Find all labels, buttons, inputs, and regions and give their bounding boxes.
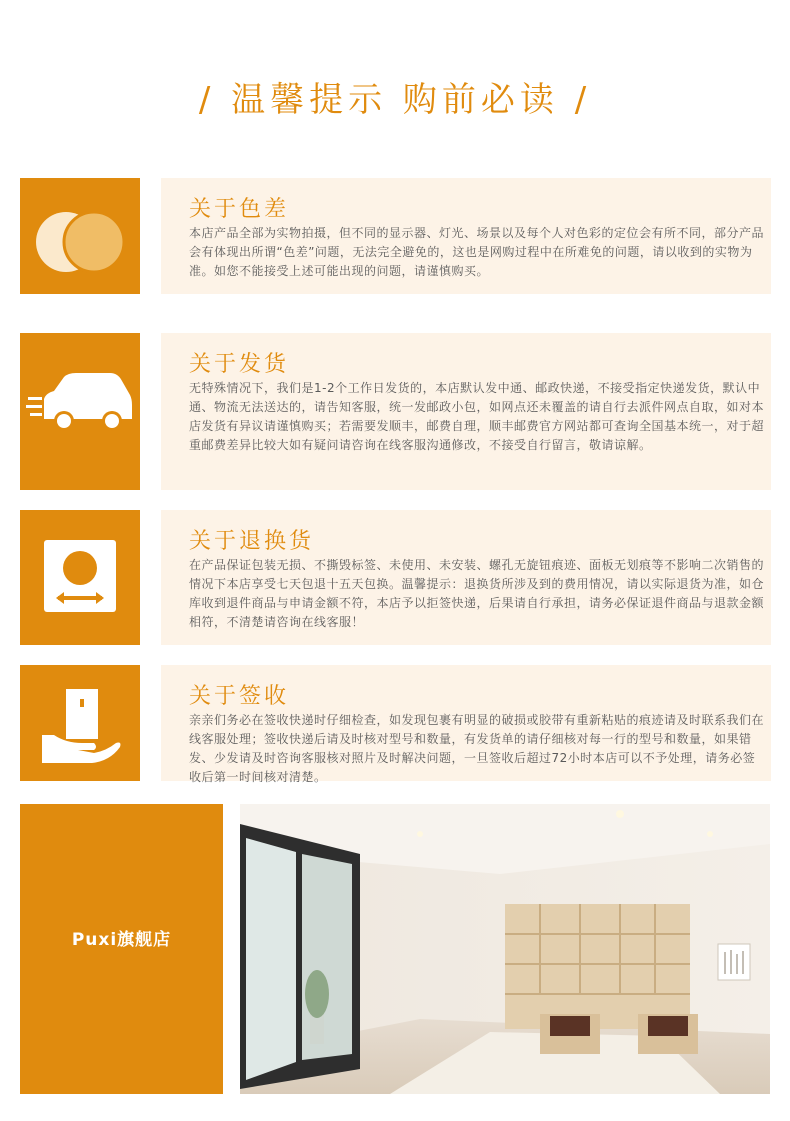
- card-text: 在产品保证包装无损、不撕毁标签、未使用、未安装、螺孔无旋钮痕迹、面板无划痕等不影响二次销售的情况下本店享受七天包退十五天包换。温馨提示：退换货所涉及到的费用情况，请以实际退货为准，如仓库收到退件商品与申请金额不符，本店予以拒签快递，后果请自行承担，请务必保证退件商品与退款金额相符，不清楚请咨询在线客服！: [189, 558, 765, 629]
- receipt-card-icon-box: [20, 665, 140, 781]
- card-title: 关于色差: [189, 197, 290, 222]
- hand-package-icon: [20, 665, 140, 781]
- card-title: 关于发货: [189, 352, 290, 377]
- card-title: 关于退换货: [189, 529, 315, 554]
- card-text: 无特殊情况下，我们是1-2个工作日发货的，本店默认发中通、邮政快递，不接受指定快递发货，默认中通、物流无法送达的，请告知客服，统一发邮政小包，如网点还未覆盖的请自行去派件网点自取，如对本店发货有异议请谨慎购买；若需要发顺丰，邮费自理，顺丰邮费官方网站都可查询全国基本统一，对于超重邮费差异比较大如有疑问请咨询在线客服沟通修改，不接受自行留言，敬请谅解。: [189, 381, 765, 452]
- card-text: 本店产品全部为实物拍摄，但不同的显示器、灯光、场景以及每个人对色彩的定位会有所不同，部分产品会有体现出所谓“色差”问题，无法完全避免的，这也是网购过程中在所难免的问题，请以收到的实物为准。如您不能接受上述可能出现的问题，请谨慎购买。: [189, 226, 765, 278]
- exchange-card-icon-box: [20, 510, 140, 645]
- brand-box: [20, 804, 223, 1094]
- card-text: 亲亲们务必在签收快递时仔细检查，如发现包裹有明显的破损或胶带有重新粘贴的痕迹请及时联系我们在线客服处理；签收快递后请及时核对型号和数量，有发货单的请仔细核对每一行的型号和数量，如果错发、少发请及时咨询客服核对照片及时解决问题，一旦签收后超过72小时本店可以不予处理，请务必签收后第一时间核对清楚。: [189, 713, 765, 784]
- receipt-card: [161, 665, 771, 784]
- delivery-card: [161, 333, 771, 490]
- page-title: / 温馨提示 购前必读 /: [198, 80, 592, 120]
- room-photo: [240, 804, 770, 1094]
- color-card-icon-box: [20, 178, 140, 294]
- card-title: 关于签收: [189, 684, 290, 709]
- color-card: [161, 178, 771, 294]
- exchange-card: [161, 510, 771, 645]
- room-illustration: [240, 804, 770, 1094]
- exchange-icon: [20, 510, 140, 645]
- delivery-card-icon-box: [20, 333, 140, 449]
- delivery-car-icon: [20, 333, 140, 449]
- color-circles-icon: [20, 178, 140, 294]
- brand-label: Puxi旗舰店: [71, 930, 172, 950]
